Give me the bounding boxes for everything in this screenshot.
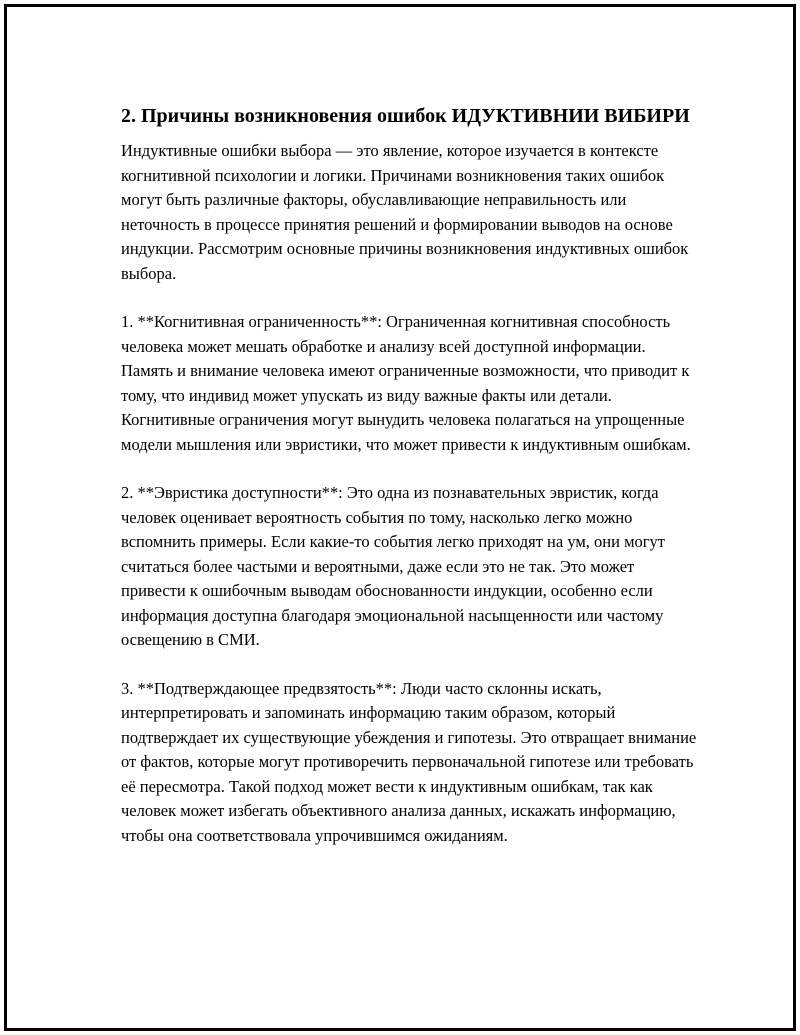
paragraph-availability-heuristic: 2. **Эвристика доступности**: Это одна из познавательных эвристик, когда человек оценивает вероятность события по тому, насколько легко можно вспомнить примеры. Если какие-то события легко приходят на ум, они могут считаться более частыми и вероятными, даже если это не так. Это может привести к ошибочным выводам обоснованности индукции, особенно если информация доступна благодаря эмоциональной насыщенности или частому освещению в СМИ. (121, 483, 665, 649)
document-body (121, 101, 701, 872)
page-frame (4, 4, 796, 1031)
section-title: 2. Причины возникновения ошибок ИДУКТИВНИИ ВИБИРИ (121, 105, 690, 127)
intro-paragraph: Индуктивные ошибки выбора — это явление, которое изучается в контексте когнитивной психологии и логики. Причинами возникновения таких ошибок могут быть различные факторы, обуславливающие неправильность или неточность в процессе принятия решений и формировании выводов на основе индукции. Рассмотрим основные причины возникновения индуктивных ошибок выбора. (121, 141, 689, 283)
paragraph-confirmation-bias: 3. **Подтверждающее предвзятость**: Люди часто склонны искать, интерпретировать и запоминать информацию таким образом, который подтверждает их существующие убеждения и гипотезы. Это отвращает внимание от фактов, которые могут противоречить первоначальной гипотезе или требовать её пересмотра. Такой подход может вести к индуктивным ошибкам, так как человек может избегать объективного анализа данных, искажать информацию, чтобы она соответствовала упрочившимся ожиданиям. (121, 678, 697, 845)
paragraph-cognitive-limitation: 1. **Когнитивная ограниченность**: Ограниченная когнитивная способность человека может мешать обработке и анализу всей доступной информации. Память и внимание человека имеют ограниченные возможности, что приводит к тому, что индивид может упускать из виду важные факты или детали. Когнитивные ограничения могут вынудить человека полагаться на упрощенные модели мышления или эвристики, что может привести к индуктивным ошибкам. (121, 312, 691, 454)
